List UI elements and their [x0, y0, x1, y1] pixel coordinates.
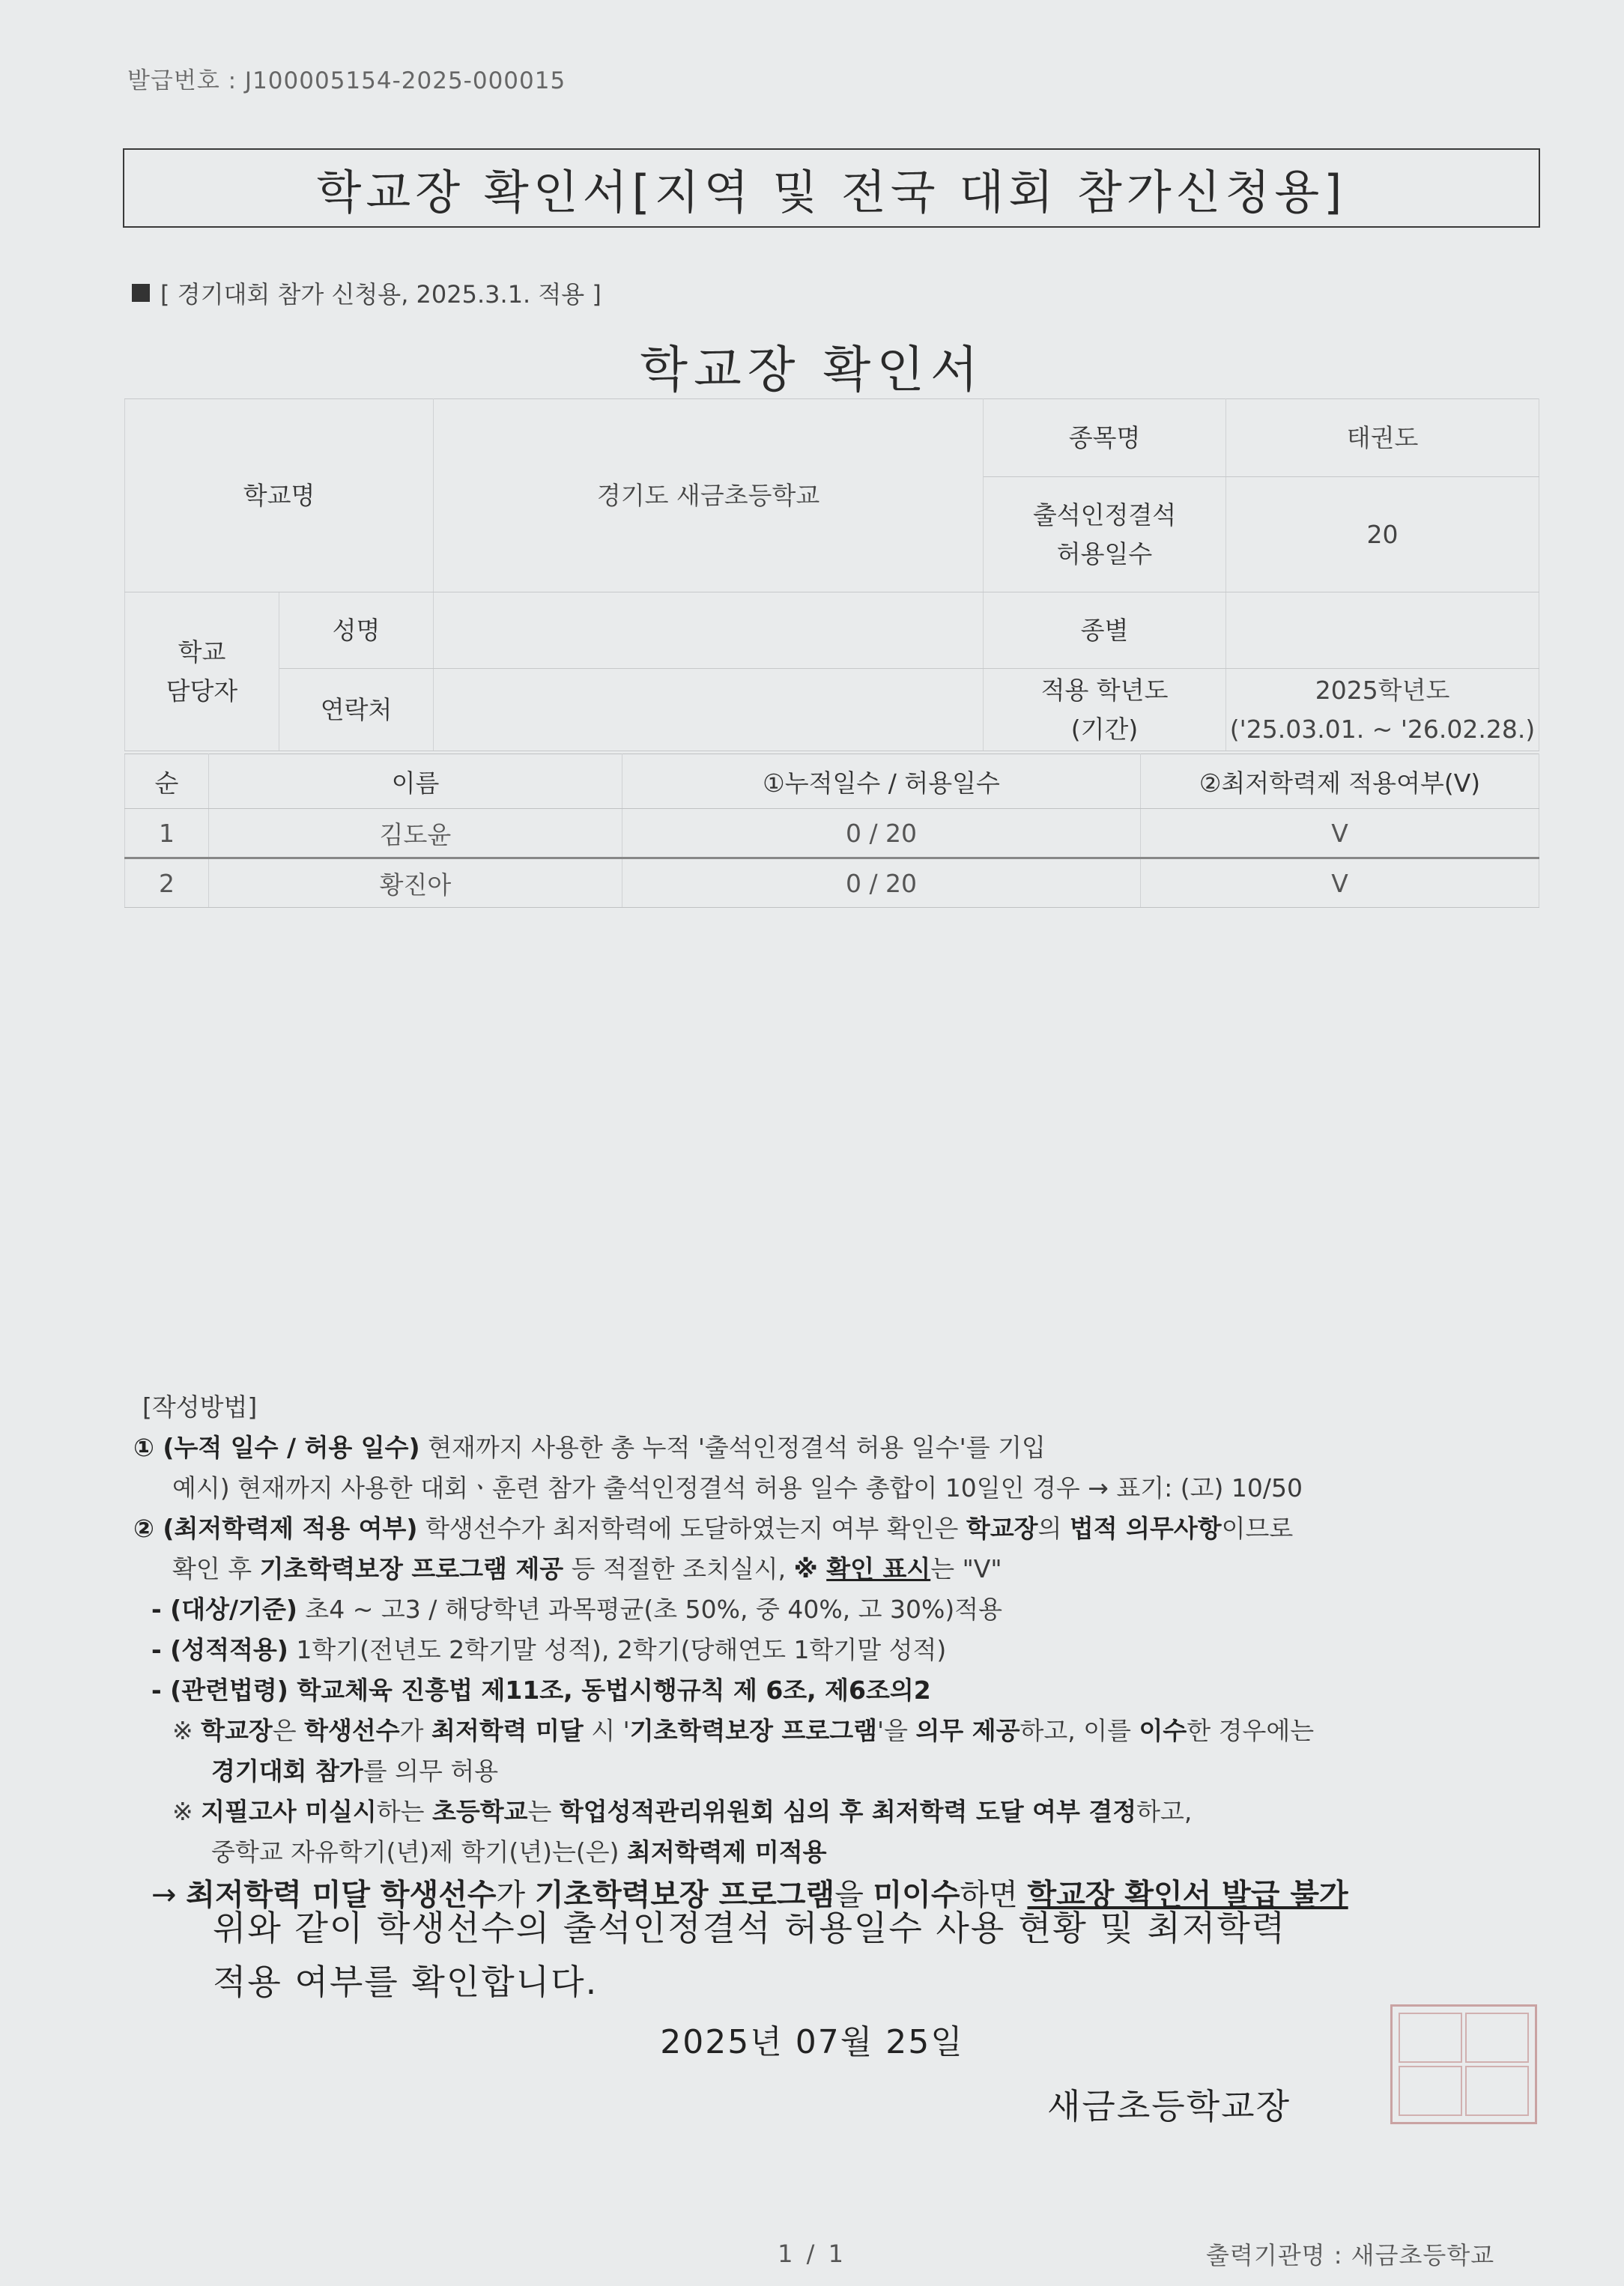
- note-1-k: 하고, 이를: [1019, 1716, 1139, 1745]
- note-1-cont-a: 경기대회 참가: [211, 1756, 363, 1786]
- confirmation-statement: [213, 1901, 1286, 2009]
- instruction-target-text: 초4 ~ 고3 / 해당학년 과목평균(초 50%, 중 40%, 고 30%)적용: [297, 1595, 1003, 1624]
- sport-value: 태권도: [1346, 422, 1419, 452]
- row-name: 김도윤: [209, 809, 622, 858]
- instruction-target: [133, 1589, 1348, 1630]
- note-1-i: '을: [877, 1716, 916, 1745]
- note-1-c: 은: [272, 1716, 305, 1745]
- allowed-days-value-cell: [1226, 477, 1539, 592]
- instruction-1: [133, 1428, 1348, 1468]
- instruction-grades: [133, 1630, 1348, 1670]
- conclusion-a: →: [151, 1878, 187, 1912]
- instruction-grades-text: 1학기(전년도 2학기말 성적), 2학기(당해연도 1학기말 성적): [288, 1635, 947, 1664]
- instructions: [133, 1387, 1348, 1917]
- table-row: [125, 809, 1539, 858]
- contact-value-cell: [434, 669, 984, 751]
- note-1-h: 기초학력보장 프로그램: [629, 1716, 878, 1745]
- note-2-a: ※: [172, 1797, 202, 1826]
- instruction-example: 예시) 현재까지 사용한 대회ㆍ훈련 참가 출석인정결석 허용 일수 총합이 10일인 경우 → 표기: (고) 10/50: [172, 1473, 1303, 1503]
- instruction-note-1-cont: [133, 1751, 1348, 1792]
- instruction-2: [133, 1509, 1348, 1549]
- roster-header-name: 이름: [209, 754, 622, 809]
- note-2-f: 학업성적관리위원회 심의 후 최저학력 도달 여부 결정: [559, 1797, 1137, 1826]
- school-label-cell: [125, 399, 434, 592]
- instruction-2-cont-c: 등 적절한 조치실시,: [563, 1554, 794, 1583]
- conclusion-d: 기초학력보장 프로그램: [534, 1878, 835, 1912]
- roster-header-no: 순: [125, 754, 209, 809]
- instruction-2-program: 기초학력보장 프로그램 제공: [259, 1554, 564, 1583]
- instruction-2-text-c: 이므로: [1221, 1514, 1294, 1543]
- subnote-text: [ 경기대회 참가 신청용, 2025.3.1. 적용 ]: [160, 280, 602, 309]
- confirmation-line-2: 적용 여부를 확인합니다.: [213, 1962, 599, 2002]
- conclusion-e: 을: [834, 1878, 873, 1912]
- row-days: 0 / 20: [622, 858, 1141, 908]
- instruction-2-mark-label: 확인 표시: [826, 1554, 931, 1583]
- conclusion-h: 학교장 확인서 발급 불가: [1027, 1878, 1348, 1912]
- instruction-law-key: - (관련법령): [151, 1676, 288, 1705]
- category-label-cell: [984, 592, 1226, 669]
- sport-label: 종목명: [1068, 422, 1141, 452]
- name-label-cell: [279, 592, 434, 669]
- year-value-cell: [1226, 669, 1539, 751]
- instructions-heading: [작성방법]: [142, 1392, 258, 1422]
- instruction-2-text: 학생선수가 최저학력에 도달하였는지 여부 확인은: [417, 1514, 966, 1543]
- conclusion-c: 가: [496, 1878, 535, 1912]
- note-2-d: 초등학교: [432, 1797, 528, 1826]
- note-2-e: 는: [527, 1797, 560, 1826]
- allowed-days-label-1: 출석인정결석: [1032, 500, 1177, 530]
- category-value-cell: [1226, 592, 1539, 669]
- note-1-d: 학생선수: [304, 1716, 400, 1745]
- instruction-law-text: 학교체육 진흥법 제11조, 동법시행규칙 제 6조, 제6조의2: [288, 1676, 931, 1705]
- note-1-j: 의무 제공: [915, 1716, 1020, 1745]
- row-no: 2: [125, 858, 209, 908]
- row-days: 0 / 20: [622, 809, 1141, 858]
- instruction-2-duty: 법적 의무사항: [1069, 1514, 1222, 1543]
- year-label-2: (기간): [1070, 714, 1139, 744]
- note-1-a: ※: [172, 1716, 202, 1745]
- note-1-l: 이수: [1139, 1716, 1187, 1745]
- table-row: [125, 858, 1539, 908]
- row-name: 황진아: [209, 858, 622, 908]
- instruction-1-text: 현재까지 사용한 총 누적 '출석인정결석 허용 일수'를 기입: [419, 1433, 1046, 1462]
- note-2-cont-a: 중학교 자유학기(년)제 학기(년)는(은): [211, 1837, 628, 1867]
- contact-label-cell: [279, 669, 434, 751]
- year-label-1: 적용 학년도: [1040, 676, 1169, 706]
- instruction-note-2: [133, 1792, 1348, 1832]
- sport-label-cell: [984, 399, 1226, 477]
- manager-label-1: 학교: [178, 637, 226, 667]
- instruction-2-principal: 학교장: [966, 1514, 1038, 1543]
- name-value-cell: [434, 592, 984, 669]
- sport-value-cell: [1226, 399, 1539, 477]
- banner-title: 학교장 확인서[지역 및 전국 대회 참가신청용]: [123, 148, 1540, 228]
- note-2-c: 하는: [376, 1797, 433, 1826]
- seal-glyph: [1399, 2066, 1462, 2116]
- principal-signature: 새금초등학교장: [1047, 2086, 1291, 2126]
- roster-header-applied: ②최저학력제 적용여부(V): [1141, 754, 1539, 809]
- conclusion-f: 미이수: [873, 1878, 960, 1912]
- seal-glyph: [1399, 2013, 1462, 2063]
- note-1-g: 시 ': [583, 1716, 630, 1745]
- instruction-2-key: ② (최저학력제 적용 여부): [133, 1514, 418, 1543]
- note-2-b: 지필고사 미실시: [201, 1797, 377, 1826]
- category-label: 종별: [1080, 615, 1129, 645]
- instruction-target-key: - (대상/기준): [151, 1595, 297, 1624]
- instruction-2-text-b: 의: [1037, 1514, 1070, 1543]
- output-organization: 출력기관명 : 새금초등학교: [1206, 2241, 1495, 2270]
- instruction-note-1: [133, 1711, 1348, 1751]
- note-1-cont-b: 를 의무 허용: [363, 1756, 499, 1786]
- instruction-1-key: ① (누적 일수 / 허용 일수): [133, 1433, 420, 1462]
- school-name: 경기도 새금초등학교: [596, 480, 820, 510]
- seal-glyph: [1465, 2066, 1529, 2116]
- roster-table: [124, 754, 1539, 908]
- note-1-m: 한 경우에는: [1187, 1716, 1315, 1745]
- manager-label-2: 담당자: [166, 676, 238, 706]
- instruction-grades-key: - (성적적용): [151, 1635, 288, 1664]
- year-value-1: 2025학년도: [1315, 676, 1450, 706]
- school-seal-stamp: [1390, 2004, 1537, 2124]
- school-name-cell: [434, 399, 984, 592]
- row-no: 1: [125, 809, 209, 858]
- note-1-e: 가: [399, 1716, 432, 1745]
- allowed-days-label-cell: [984, 477, 1226, 592]
- school-label: 학교명: [243, 480, 315, 510]
- row-applied: V: [1141, 809, 1539, 858]
- instruction-law: [133, 1670, 1348, 1711]
- info-table: [124, 398, 1539, 751]
- note-1-b: 학교장: [201, 1716, 273, 1745]
- manager-label-cell: [125, 592, 279, 751]
- conclusion-g: 하면: [960, 1878, 1028, 1912]
- instruction-2-cont: [133, 1549, 1348, 1589]
- instruction-note-2-cont: [133, 1832, 1348, 1873]
- issue-number: 발급번호 : J100005154-2025-000015: [127, 67, 566, 94]
- year-value-2: ('25.03.01. ~ '26.02.28.): [1229, 714, 1536, 744]
- instruction-2-cont-a: 확인 후: [172, 1554, 260, 1583]
- allowed-days-value: 20: [1366, 519, 1399, 549]
- confirmation-line-1: 위와 같이 학생선수의 출석인정결석 허용일수 사용 현황 및 최저학력: [213, 1908, 1287, 1948]
- note-2-cont-b: 최저학력제 미적용: [627, 1837, 827, 1867]
- square-bullet-icon: [132, 284, 150, 302]
- issue-date: 2025년 07월 25일: [660, 2023, 964, 2061]
- page-number: 1 / 1: [778, 2240, 846, 2268]
- roster-header-days: ①누적일수 / 허용일수: [622, 754, 1141, 809]
- year-label-cell: [984, 669, 1226, 751]
- row-applied: V: [1141, 858, 1539, 908]
- subnote: [132, 276, 602, 310]
- note-1-f: 최저학력 미달: [431, 1716, 584, 1745]
- allowed-days-label-2: 허용일수: [1056, 539, 1153, 569]
- name-label: 성명: [332, 615, 381, 645]
- note-2-g: 하고,: [1136, 1797, 1193, 1826]
- instruction-2-note-mark: ※: [793, 1554, 827, 1583]
- instruction-2-mark-value: 는 "V": [930, 1554, 1002, 1583]
- document-title: 학교장 확인서: [640, 341, 984, 398]
- conclusion-b: 최저학력 미달 학생선수: [186, 1878, 497, 1912]
- seal-glyph: [1465, 2013, 1529, 2063]
- contact-label: 연락처: [320, 694, 393, 724]
